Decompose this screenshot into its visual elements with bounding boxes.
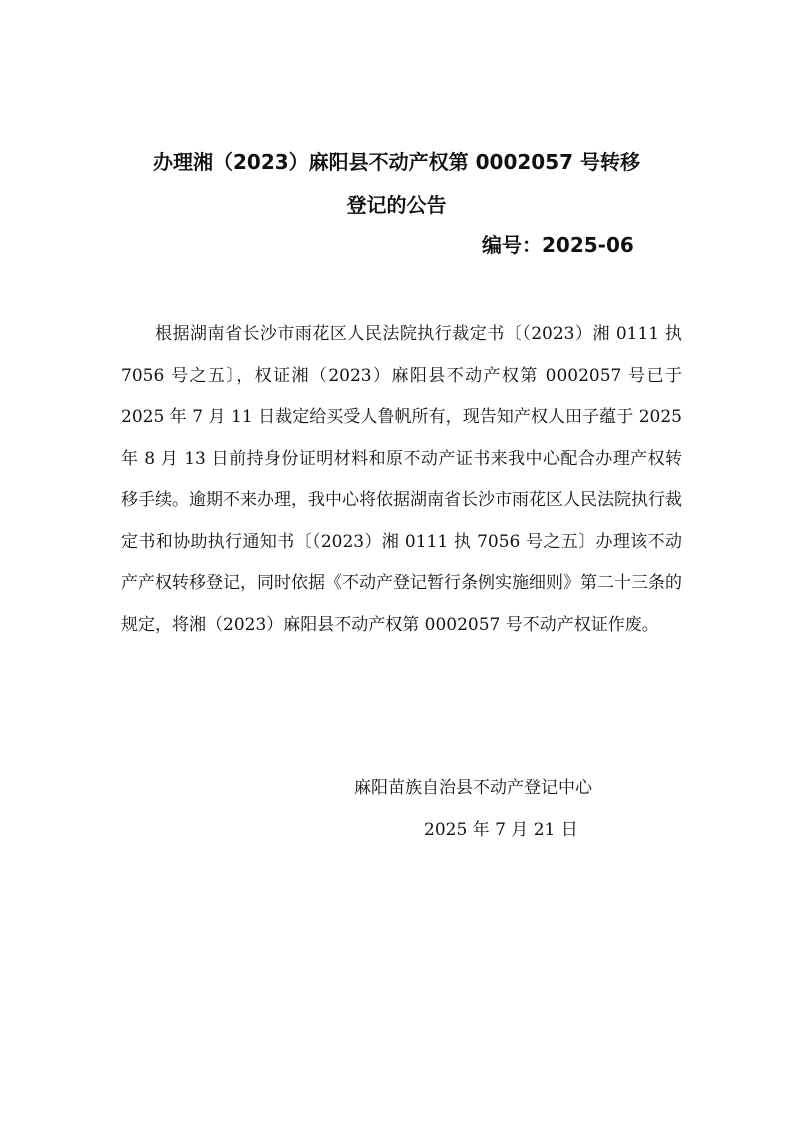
announcement-body: 根据湖南省长沙市雨花区人民法院执行裁定书〔（2023）湘 0111 执 7056 号之五〕，权证湘（2023）麻阳县不动产权第 0002057 号已于 2025 年 7 月 11 日裁定给买受人鲁帆所有，现告知产权人田子蕴于 2025 年 8 月 13 日前持身份证明材料和原不动产证书来我中心配合办理产权转移手续。逾期不来办理，我中心将依据湖南省长沙市雨花区人民法院执行裁定书和协助执行通知书〔（2023）湘 0111 执 7056 号之五〕办理该不动产产权转移登记，同时依据《不动产登记暂行条例实施细则》第二十三条的规定，将湘（2023）麻阳县不动产权第 0002057 号不动产权证作废。 <box>121 324 682 635</box>
document-title-line-1: 办理湘（2023）麻阳县不动产权第 0002057 号转移 <box>152 150 640 174</box>
issue-date: 2025 年 7 月 21 日 <box>424 820 578 840</box>
issuer-signature: 麻阳苗族自治县不动产登记中心 <box>354 778 592 798</box>
document-title-line-2: 登记的公告 <box>346 193 447 217</box>
document-number: 编号：2025-06 <box>482 233 634 257</box>
